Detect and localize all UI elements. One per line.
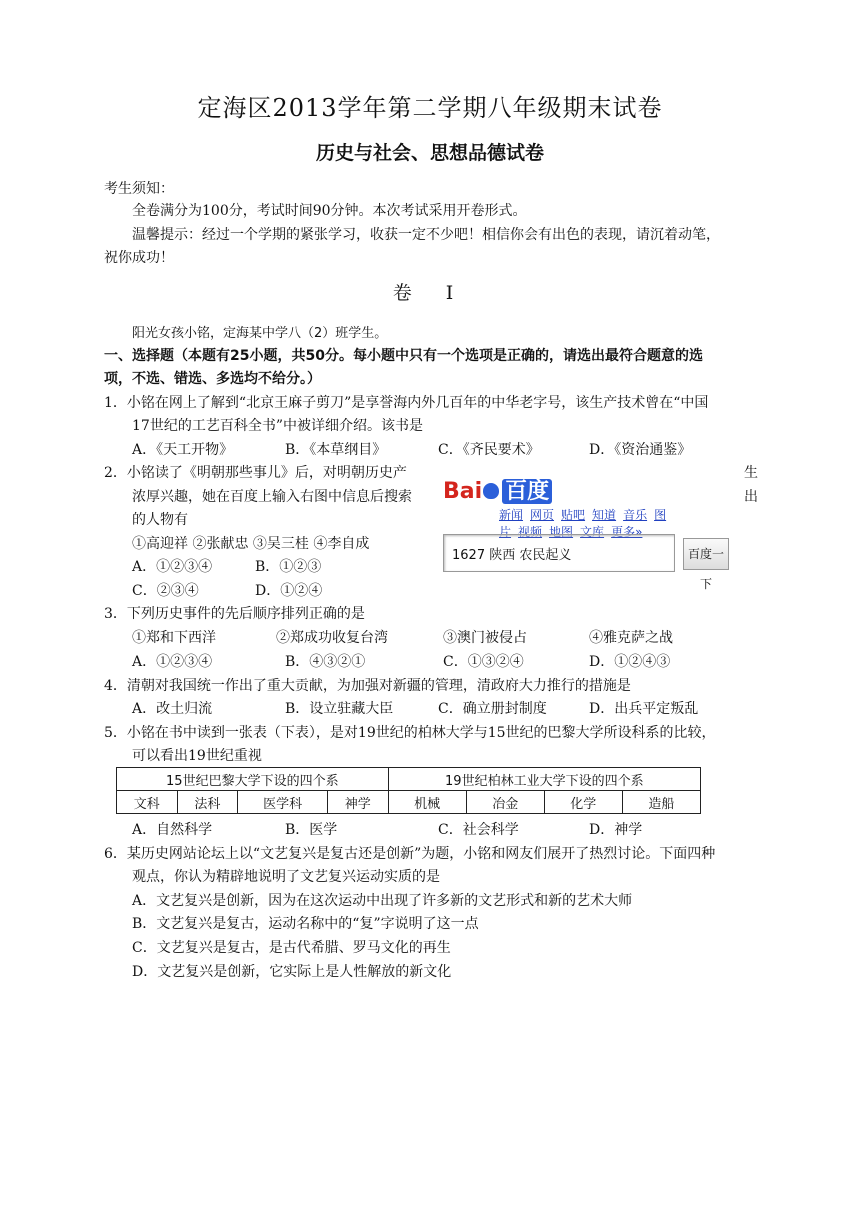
notice-line-2: 温馨提示：经过一个学期的紧张学习，收获一定不少吧！相信你会有出色的表现，请沉着动笔， <box>132 227 720 243</box>
q5-option-b: B．医学 <box>285 822 338 838</box>
q5-stem-line-2: 可以看出19世纪重视 <box>132 748 262 764</box>
q4-option-a: A．改土归流 <box>132 701 213 717</box>
q2-option-d: D．①②④ <box>255 583 323 599</box>
q5-option-c: C．社会科学 <box>438 822 519 838</box>
q1-stem-line-2: 17世纪的工艺百科全书”中被详细介绍。该书是 <box>132 418 423 434</box>
table-cell: 文科 <box>117 791 178 814</box>
q6-stem-line-1: 6．某历史网站论坛上以“文艺复兴是复古还是创新”为题，小铭和网友们展开了热烈讨论。下面四种 <box>104 846 716 862</box>
q4-option-b: B．设立驻藏大臣 <box>285 701 394 717</box>
baidu-nav-item[interactable]: 网页 <box>530 508 555 522</box>
table-row <box>117 791 701 814</box>
table-cell: 冶金 <box>466 791 544 814</box>
notice-label: 考生须知： <box>104 181 174 197</box>
q3-option-b: B．④③②① <box>285 654 366 670</box>
q2-choices: ①高迎祥 ②张献忠 ③吴三桂 ④李自成 <box>132 536 370 552</box>
q3-stem: 3．下列历史事件的先后顺序排列正确的是 <box>104 606 365 622</box>
q3-event-2: ②郑成功收复台湾 <box>276 630 388 646</box>
q4-stem: 4．清朝对我国统一作出了重大贡献，为加强对新疆的管理，清政府大力推行的措施是 <box>104 678 631 694</box>
table-header-right: 19世纪柏林工业大学下设的四个系 <box>388 768 700 791</box>
baidu-nav-item[interactable]: 音乐 <box>623 508 648 522</box>
notice-line-1: 全卷满分为100分，考试时间90分钟。本次考试采用开卷形式。 <box>132 203 527 219</box>
q2-stem-line-2: 浓厚兴趣，她在百度上输入右图中信息后搜索 <box>132 489 412 505</box>
table-cell: 机械 <box>388 791 466 814</box>
baidu-search-figure <box>441 474 724 591</box>
q6-option-a: A．文艺复兴是创新，因为在这次运动中出现了许多新的文艺形式和新的艺术大师 <box>132 893 633 909</box>
baidu-logo-du: 百度 <box>502 479 552 504</box>
baidu-search-button[interactable]: 百度一下 <box>683 538 729 570</box>
section-intro: 阳光女孩小铭，定海某中学八（2）班学生。 <box>132 326 388 341</box>
table-cell: 神学 <box>327 791 388 814</box>
q6-stem-line-2: 观点，你认为精辟地说明了文艺复兴运动实质的是 <box>132 869 440 885</box>
q6-option-b: B．文艺复兴是复古，运动名称中的“复”字说明了这一点 <box>132 916 479 932</box>
baidu-nav-item[interactable]: 更多» <box>611 525 643 539</box>
q1-option-b: B．《本草纲目》 <box>285 442 387 458</box>
q3-option-d: D．①②④③ <box>589 654 671 670</box>
table-cell: 造船 <box>622 791 700 814</box>
page-title: 定海区2013学年第二学期八年级期末试卷 <box>197 94 663 122</box>
table-cell: 医学科 <box>238 791 328 814</box>
q3-option-a: A．①②③④ <box>132 654 213 670</box>
baidu-nav-item[interactable]: 文库 <box>580 525 605 539</box>
q3-event-4: ④雅克萨之战 <box>589 630 673 646</box>
q5-stem-line-1: 5．小铭在书中读到一张表（下表），是对19世纪的柏林大学与15世纪的巴黎大学所设科系的比较， <box>104 725 716 741</box>
q5-option-a: A．自然科学 <box>132 822 213 838</box>
table-cell: 化学 <box>544 791 622 814</box>
baidu-nav-item[interactable]: 视频 <box>518 525 543 539</box>
q2-option-a: A．①②③④ <box>132 559 213 575</box>
q4-option-d: D．出兵平定叛乱 <box>589 701 699 717</box>
baidu-nav-item[interactable]: 知道 <box>592 508 617 522</box>
q3-event-1: ①郑和下西洋 <box>132 630 216 646</box>
baidu-logo <box>443 474 552 505</box>
q5-option-d: D．神学 <box>589 822 643 838</box>
q4-option-c: C．确立册封制度 <box>438 701 547 717</box>
baidu-search-input[interactable] <box>443 534 675 572</box>
q2-option-b: B．①②③ <box>255 559 322 575</box>
q2-stem-line-1-tail: 生 <box>744 465 758 481</box>
q6-option-d: D．文艺复兴是创新，它实际上是人性解放的新文化 <box>132 964 452 980</box>
baidu-nav-item[interactable]: 贴吧 <box>561 508 586 522</box>
faculty-comparison-table <box>116 767 701 814</box>
q1-option-d: D．《资治通鉴》 <box>589 442 692 458</box>
page-subtitle: 历史与社会、思想品德试卷 <box>315 142 544 164</box>
q1-stem-line-1: 1．小铭在网上了解到“北京王麻子剪刀”是享誉海内外几百年的中华老字号，该生产技术曾在“中国 <box>104 395 709 411</box>
baidu-nav-item[interactable]: 新闻 <box>499 508 524 522</box>
table-header-left: 15世纪巴黎大学下设的四个系 <box>117 768 389 791</box>
baidu-logo-bai: Bai <box>443 479 483 504</box>
paw-icon <box>483 483 499 499</box>
q2-option-c: C．②③④ <box>132 583 199 599</box>
notice-line-3: 祝你成功！ <box>104 250 174 266</box>
baidu-nav-item[interactable]: 地图 <box>549 525 574 539</box>
q1-option-a: A．《天工开物》 <box>132 442 234 458</box>
q2-stem-line-2-tail: 出 <box>744 489 758 505</box>
q6-option-c: C．文艺复兴是复古，是古代希腊、罗马文化的再生 <box>132 940 451 956</box>
section-heading-line-2: 项，不选、错选、多选均不给分。） <box>104 371 321 387</box>
baidu-search-query: 1627 陕西 农民起义 <box>452 548 572 563</box>
table-cell: 法科 <box>177 791 238 814</box>
section-juan: 卷 I <box>392 282 468 304</box>
q2-stem-line-1: 2．小铭读了《明朝那些事儿》后，对明朝历史产 <box>104 465 407 481</box>
q3-option-c: C．①③②④ <box>443 654 524 670</box>
section-heading-line-1: 一、选择题（本题有25小题，共50分。每小题中只有一个选项是正确的，请选出最符合题意的选 <box>104 348 703 364</box>
q1-option-c: C．《齐民要术》 <box>438 442 540 458</box>
q2-stem-line-3: 的人物有 <box>132 512 188 528</box>
baidu-nav-item[interactable]: 图片 <box>499 508 667 539</box>
q3-event-3: ③澳门被侵占 <box>443 630 527 646</box>
